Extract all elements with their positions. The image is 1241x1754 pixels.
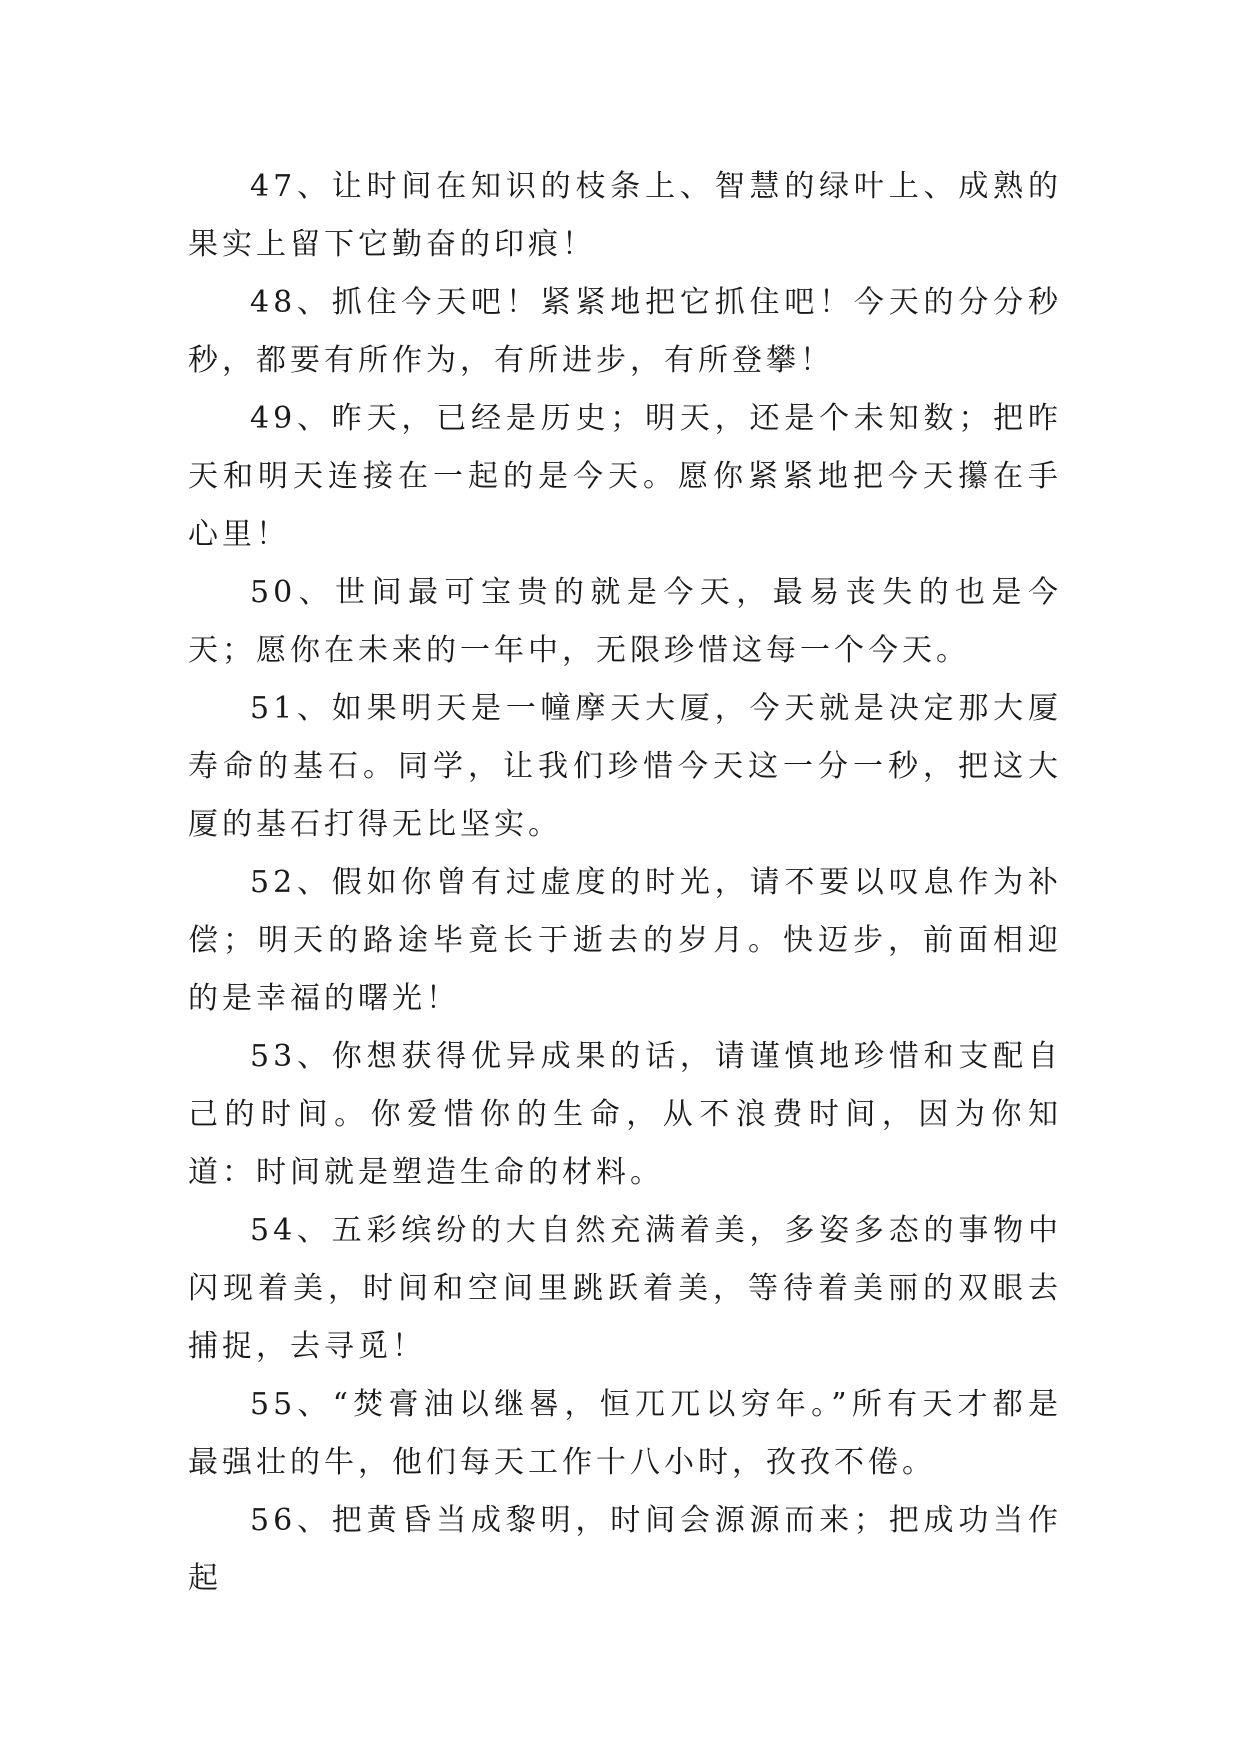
- paragraph-55: 55、“焚膏油以继晷，恒兀兀以穷年。”所有天才都是最强壮的牛，他们每天工作十八小时，孜孜不倦。: [188, 1387, 1062, 1480]
- paragraph-49: 49、昨天，已经是历史；明天，还是个未知数；把昨天和明天连接在一起的是今天。愿你紧紧地把今天攥在手心里！: [188, 401, 1062, 552]
- paragraph-50: 50、世间最可宝贵的就是今天，最易丧失的也是今天；愿你在未来的一年中，无限珍惜这每一个今天。: [188, 575, 1062, 668]
- paragraph-47: 47、让时间在知识的枝条上、智慧的绿叶上、成熟的果实上留下它勤奋的印痕！: [188, 169, 1062, 262]
- paragraph-54: 54、五彩缤纷的大自然充满着美，多姿多态的事物中闪现着美，时间和空间里跳跃着美，等待着美丽的双眼去捕捉，去寻觅！: [188, 1213, 1062, 1364]
- paragraph-53: 53、你想获得优异成果的话，请谨慎地珍惜和支配自己的时间。你爱惜你的生命，从不浪费时间，因为你知道：时间就是塑造生命的材料。: [188, 1039, 1062, 1190]
- paragraph-51: 51、如果明天是一幢摩天大厦，今天就是决定那大厦寿命的基石。同学，让我们珍惜今天这一分一秒，把这大厦的基石打得无比坚实。: [188, 691, 1062, 842]
- document-body: [188, 158, 1062, 1608]
- paragraph-48: 48、抓住今天吧！紧紧地把它抓住吧！今天的分分秒秒，都要有所作为，有所进步，有所登攀！: [188, 285, 1062, 378]
- paragraph-56: 56、把黄昏当成黎明，时间会源源而来；把成功当作起: [188, 1503, 1062, 1596]
- paragraph-52: 52、假如你曾有过虚度的时光，请不要以叹息作为补偿；明天的路途毕竟长于逝去的岁月。快迈步，前面相迎的是幸福的曙光！: [188, 865, 1062, 1016]
